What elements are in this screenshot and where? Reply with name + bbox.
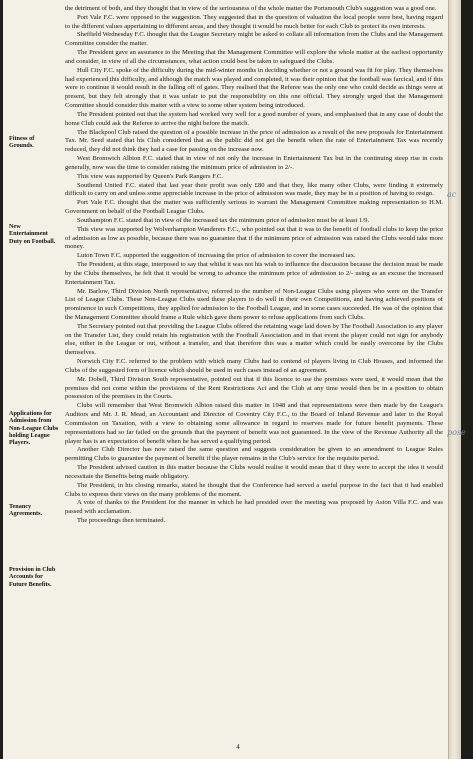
paragraph: This view was supported by Queen's Park Rangers F.C.: [77, 172, 224, 180]
paragraph: A vote of thanks to the President for the manner in which he had presided over the meeting was proposed by Aston Villa F.C. and was passed with acclamation.: [65, 499, 443, 516]
document-page: [3, 0, 466, 759]
sidenote-future-benefits: Provision in Club Accounts for Future Benefits.: [9, 566, 56, 588]
paragraph: The proceedings then terminated.: [77, 517, 166, 525]
paragraph: Mr. Dobell, Third Division South representative, pointed out that if this licence to use the premises were used, it would mean that the premises did not come within the provisions of the Rent Restrictions Act and the Club at any time would then be in a position to obtain possession of the premises in the Courts.: [65, 375, 443, 401]
paragraph: This view was supported by Wolverhampton Wanderers F.C., who pointed out that it was to the benefit of football clubs to keep the price of admission as low as possible, because there was no guarantee that if the minimum price of admission was raised the Clubs would take more money.: [65, 225, 443, 251]
sidenote-tenancy-agreements: Tenancy Agreements.: [9, 503, 43, 518]
margin-mark: pose: [447, 428, 466, 437]
paragraph: Another Club Director has now raised the same question and suggests consideration be given to an amendment to League Rules permitting Clubs to guarantee the payment of benefit if the player remains in the Club's service for the requisite period.: [65, 446, 443, 463]
paragraph: The President gave an assurance to the Meeting that the Management Committee will explore the whole matter at the earliest opportunity and consider, in view of all the circumstances, what action could best be taken to safeguard the Clubs.: [65, 49, 443, 65]
paragraph: Southend United F.C. stated that last year their profit was only £80 and that they, like many other Clubs, were finding it extremely difficult to carry on and unless some appreciable increase in the price of admission was made, they may be in a position of having to resign.: [65, 181, 443, 198]
paragraph: Luton Town F.C. supported the suggestion of increasing the price of admission to cover the increased tax.: [77, 252, 356, 260]
paragraph: Port Vale F.C. were opposed to the suggestion. They suggested that in the question of valuation the local people were best, having regard to the different values appertaining to different areas, and they thought it would be much better for each Club to protect its own interests.: [65, 13, 443, 30]
paragraph: West Bromwich Albion F.C. stated that in view of not only the increase in Entertainment Tax but in the continuing steep rise in costs generally, now was the time to consider raising the minimum price of admission to 2/-.: [65, 155, 443, 171]
binding-edge: [448, 0, 461, 759]
sidenote-non-league-applications: Applications for Admission from Non-League Clubs holding League Players.: [9, 410, 59, 447]
paragraph: Southampton F.C. stated that in view of the increased tax the minimum price of admission must be at least 1/9.: [77, 216, 370, 224]
paragraph: Port Vale F.C. thought that the matter was sufficiently serious to warrant the Management Committee making representation to H.M. Government on behalf of the Football League Clubs.: [65, 199, 443, 216]
paragraph: Mr. Barlow, Third Division North representative, referred to the number of Non-League Clubs using players who were on the Transfer List of League Clubs. These Non-League Clubs used these players to do well in their own Competitions, and having achieved positions of prominence in such Competitions, they applied for admission to the Football League, and in some cases succeeded. He was of the opinion that the Management Committee should frame a Rule which gave them power to refuse applications from such Clubs.: [65, 287, 443, 321]
paragraph: Hull City F.C. spoke of the difficulty during the mid-winter months in deciding whether or not a ground was fit for play. They themselves had experienced this difficulty, and although the match was played and completed, it was their opinion that the football was farcical, and if this were to continue it would result in the falling off of gates. They realised that the Referee was the only one who could decide as things were at present, but they felt strongly that it was unfair to put the responsibility on this one official. They strongly urged that the Management Committee should consider this matter with a view to some other system being introduced.: [65, 66, 443, 110]
paragraph: the detriment of both, and they thought that in view of the seriousness of the whole matter the Portsmouth Club's suggestion was a good one.: [65, 5, 437, 12]
paragraph: The President advised caution in this matter because the Clubs would realise it would mean that if they were to accept the idea it would necessitate the Benefits being made obligatory.: [65, 464, 443, 480]
paragraph: Sheffield Wednesday F.C. thought that the League Secretary might be asked to collate all information from the Clubs and the Management Committee consider the matter.: [65, 31, 443, 48]
margin-mark: ac: [447, 190, 457, 199]
paragraph: Clubs will remember that West Bromwich Albion raised this matter in 1948 and that representations were then made by the League's Auditors and Mr. J. R. Mead, an Accountant and Director of Coventry City F.C., to the Board of Inland Revenue and later to the Royal Commission on Taxation, with a view to obtaining some allowance in regard to reserves made for future benefit payments. These representations had so far failed on the grounds that the payment of benefit was not guaranteed. In the view of the Revenue Authority all the player has is an expectation of benefit when he has served a qualifying period.: [65, 402, 443, 445]
paragraph: The President pointed out that the system had worked very well for a good number of years, and emphasised that in any case of doubt the home Club could ask the Referee to arrive the night before the match.: [65, 110, 443, 127]
sidenote-fitness-of-grounds: Fitness of Grounds.: [9, 135, 35, 150]
paragraph: The Blackpool Club raised the question of a possible increase in the price of admission as a result of the new proposals for Entertainment Tax. Mr. Seed stated that his Club considered that as the public did not get the benefit when the rate of Entertainment Tax was recently reduced, they did not think they had a case for passing on the increase now.: [65, 128, 443, 154]
sidenote-entertainment-duty: New Entertainment Duty on Football.: [9, 223, 56, 245]
paragraph: The Secretary pointed out that providing the League Clubs offered the retaining wage laid down by The Football Association to any player on the Transfer List, they could retain his registration with the Football Association and in that event the player could not sign for anybody else, either in the League or out, without a transfer, and that therefore this was a matter which could be easily overcome by the Clubs themselves.: [65, 322, 443, 357]
document-body: [65, 5, 443, 526]
paragraph: The President, at this stage, interposed to say that whilst it was not his wish to influence the discussion because the decision must be made by the Clubs themselves, he felt that it would be wrong to advance the minimum price of admission to 2/- using as an excuse the increased Entertainment Tax.: [65, 261, 443, 286]
paragraph: The President, in his closing remarks, stated he thought that the Conference had served a useful purpose in the fact that it had enabled Clubs to express their views on the many problems of the moment.: [65, 481, 443, 498]
paragraph: Norwich City F.C. referred to the problem with which many Clubs had to contend of players living in Club Houses, and informed the Clubs of the suggested form of licence which should be used in such cases instead of an agreement.: [65, 358, 443, 374]
page-number: 4: [236, 743, 240, 751]
